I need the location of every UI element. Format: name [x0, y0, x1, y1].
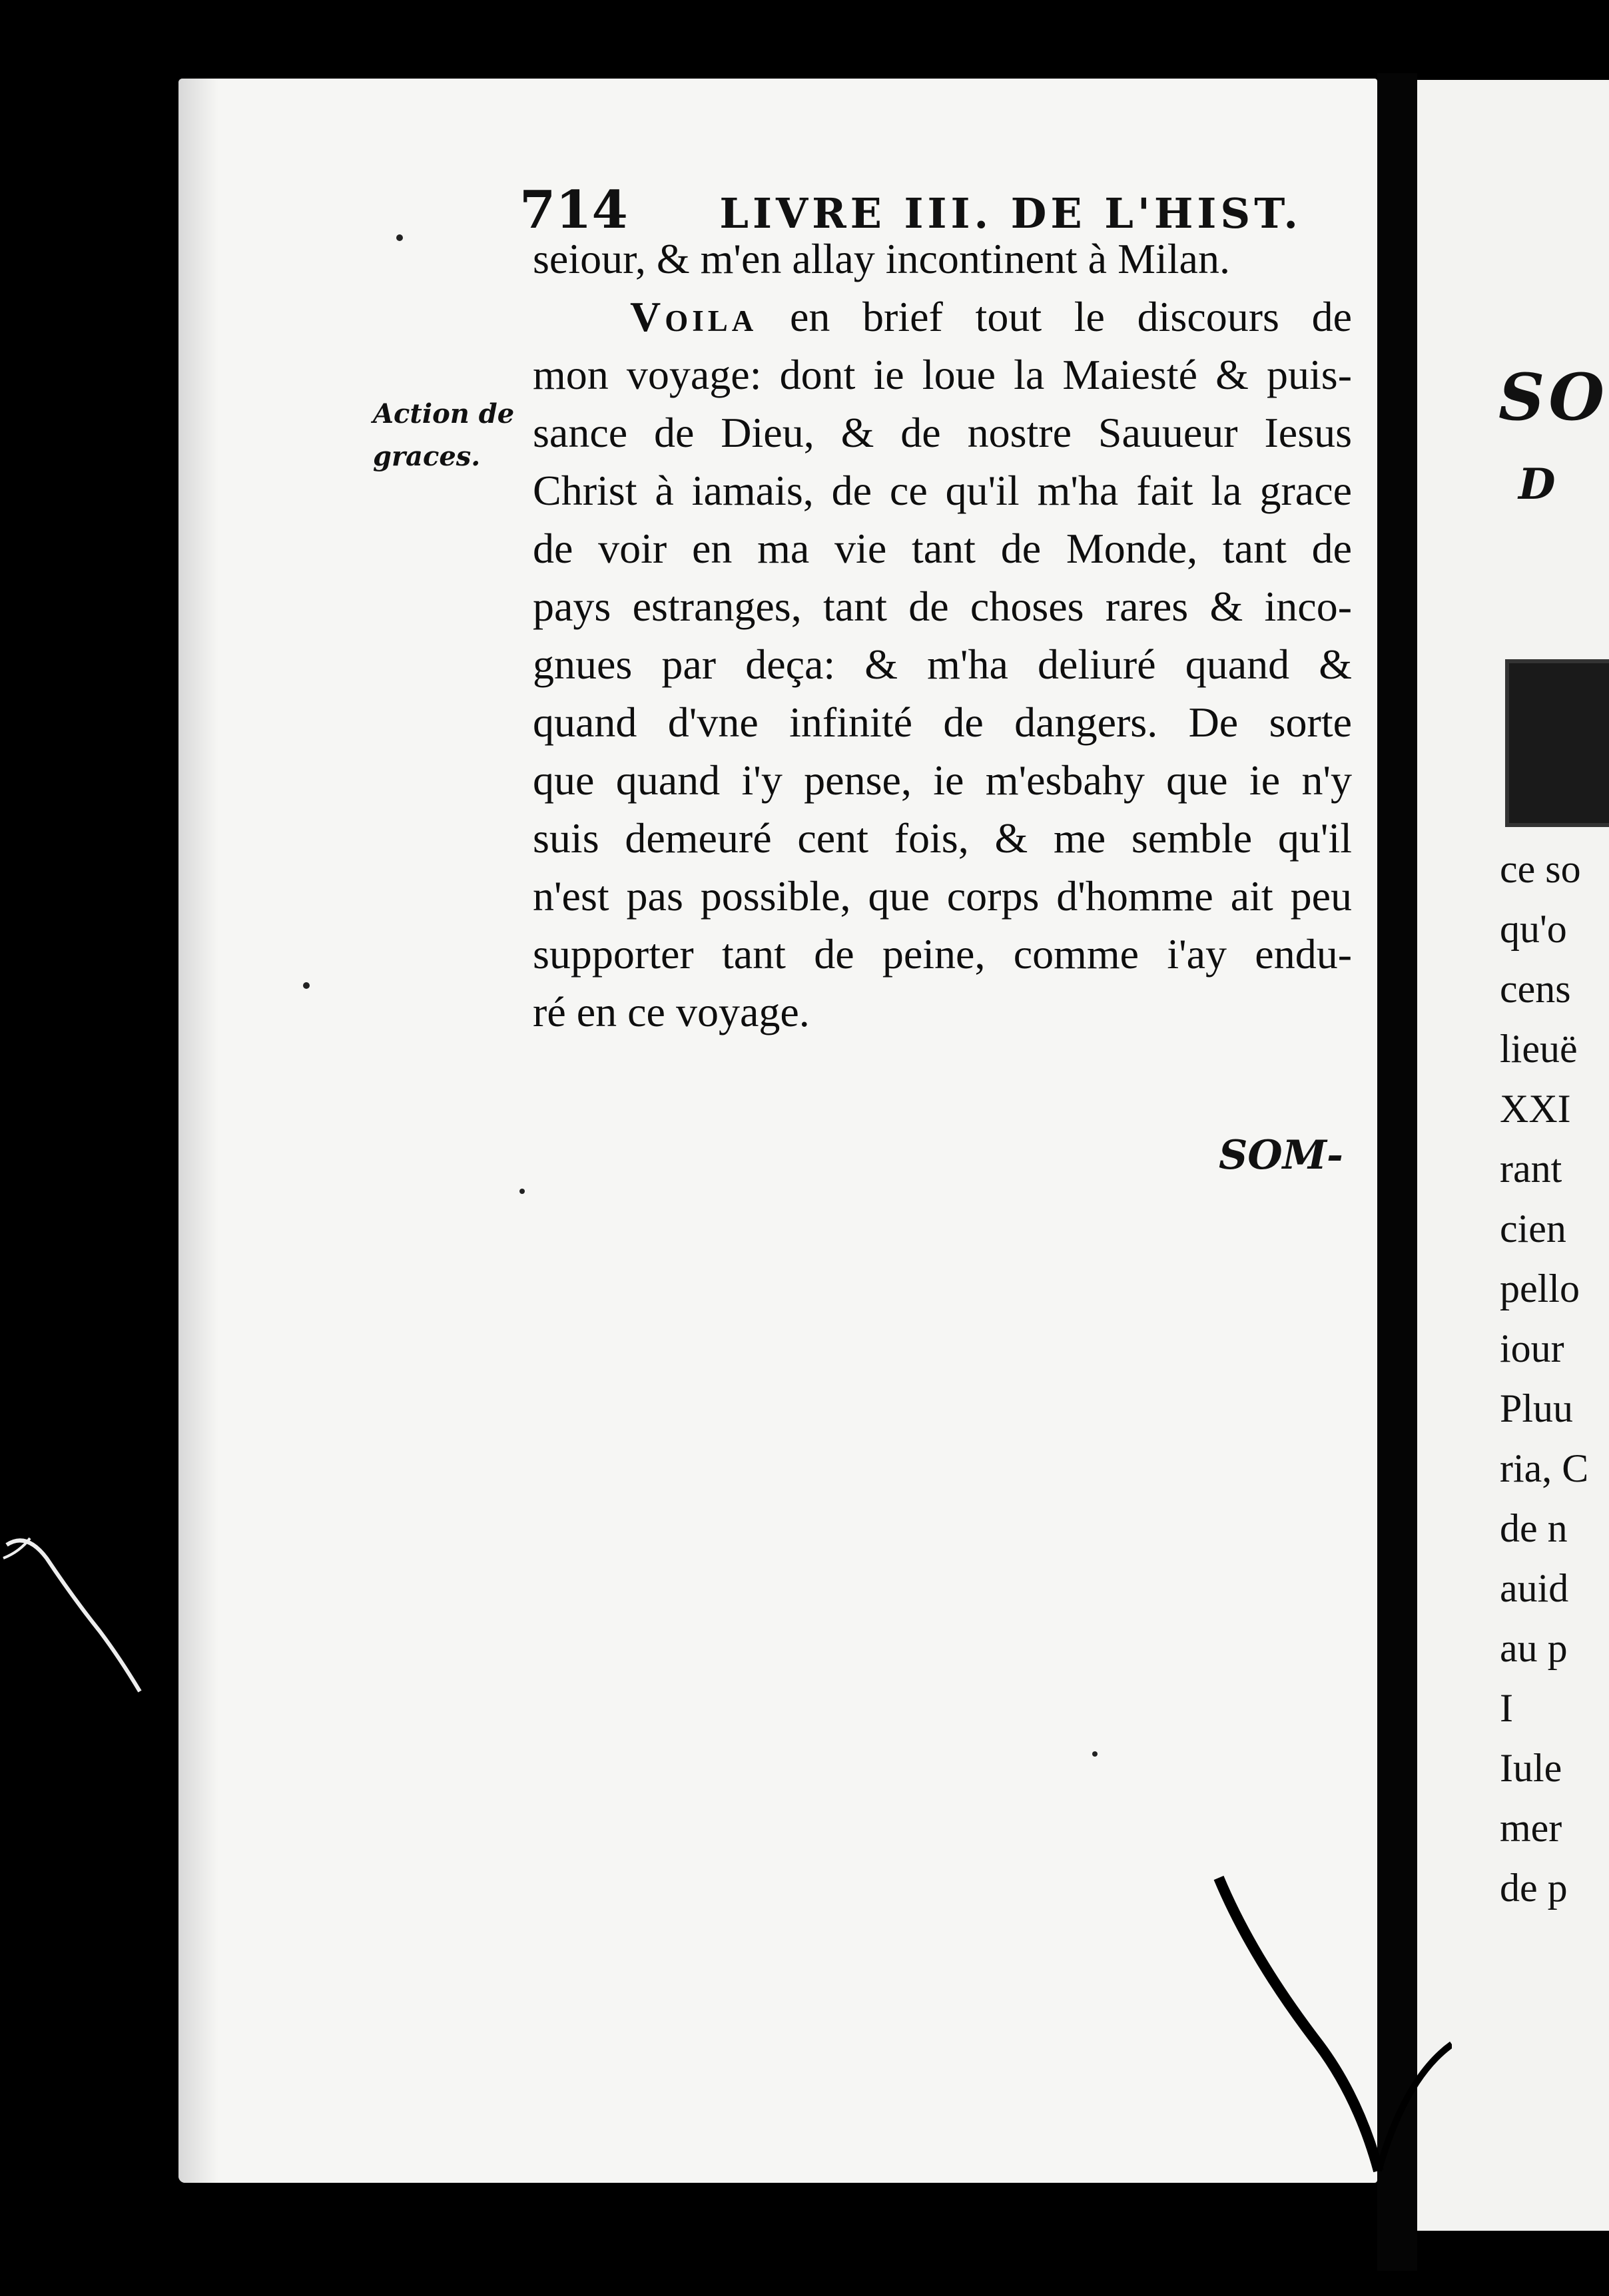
facing-line: auid [1500, 1566, 1569, 1610]
margin-note-line: Action de [373, 398, 515, 430]
margin-note [373, 393, 519, 478]
facing-heading-fragment: SO [1498, 360, 1608, 435]
text-line [533, 288, 1352, 346]
decorated-initial [1505, 659, 1609, 827]
margin-note-line: graces. [373, 441, 481, 472]
facing-line: Iule [1500, 1746, 1562, 1790]
page-edge-shadow [178, 79, 218, 2183]
facing-line: au p [1500, 1626, 1568, 1670]
body-text [533, 230, 1352, 1041]
page-number: 714 [519, 180, 628, 240]
text-line: de voir en ma vie tant de Monde, tant de [533, 525, 1352, 572]
facing-line: cens [1500, 967, 1571, 1011]
text-line: mon voyage: dont ie loue la Maiesté & puis- [533, 351, 1352, 398]
facing-line: iour [1500, 1326, 1564, 1370]
ink-speck [1092, 1751, 1098, 1757]
text-line: ré en ce voyage. [533, 988, 810, 1035]
facing-text-fragments [1500, 839, 1609, 1918]
drop-word: Voila [630, 293, 758, 340]
text-line: quand d'vne infinité de dangers. De sorte [533, 699, 1352, 746]
ink-speck [519, 1189, 525, 1194]
facing-line: Pluu [1500, 1386, 1574, 1430]
ink-speck [396, 234, 403, 241]
bookmark-ribbon [1212, 1858, 1452, 2191]
text-line: gnues par deça: & m'ha deliuré quand & [533, 641, 1352, 688]
text-line-rest: en brief tout le discours de [789, 293, 1353, 340]
facing-subheading-fragment: D [1518, 459, 1560, 509]
loose-thread [0, 1518, 153, 1705]
text-line: sance de Dieu, & de nostre Sauueur Iesus [533, 409, 1352, 456]
text-line: n'est pas possible, que corps d'homme ait peu [533, 872, 1352, 920]
facing-line: I [1500, 1686, 1513, 1730]
facing-line: ce so [1500, 847, 1581, 891]
facing-line: qu'o [1500, 907, 1567, 951]
facing-line: mer [1500, 1806, 1562, 1850]
catchword: SOM- [1219, 1132, 1343, 1179]
ink-speck [303, 982, 310, 989]
text-line: suis demeuré cent fois, & me semble qu'il [533, 814, 1352, 862]
facing-line: ria, C [1500, 1446, 1589, 1490]
running-title: LIVRE III. DE L'HIST. [719, 189, 1302, 238]
text-line: pays estranges, tant de choses rares & inco- [533, 583, 1352, 630]
facing-line: de n [1500, 1506, 1568, 1550]
text-line: que quand i'y pense, ie m'esbahy que ie n'y [533, 756, 1352, 804]
facing-line: lieuë [1500, 1027, 1578, 1071]
text-line: seiour, & m'en allay incontinent à Milan. [533, 235, 1230, 282]
facing-line: de p [1500, 1866, 1568, 1910]
facing-line: rant [1500, 1147, 1562, 1191]
text-line: supporter tant de peine, comme i'ay endu- [533, 930, 1352, 978]
text-line: Christ à iamais, de ce qu'il m'ha fait la grace [533, 467, 1352, 514]
facing-line: pello [1500, 1267, 1580, 1310]
facing-line: cien [1500, 1207, 1566, 1251]
facing-line: XXI [1500, 1087, 1571, 1131]
